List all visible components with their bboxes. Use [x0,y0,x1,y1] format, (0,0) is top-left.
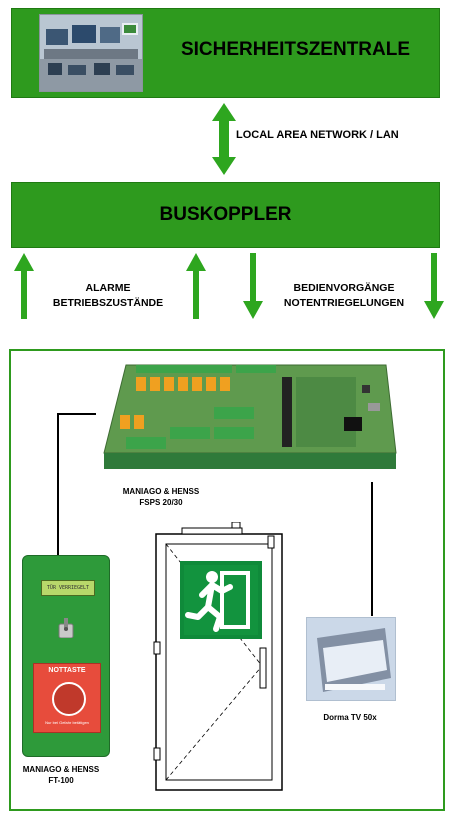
controller-label-line2: FSPS 20/30 [139,498,183,507]
terminal-display [41,580,95,596]
door-opener-label: Dorma TV 50x [323,713,377,722]
controller-label [106,486,216,508]
controller-board [96,357,402,481]
emergency-button[interactable] [52,682,86,716]
emergency-terminal [22,555,110,757]
lock-icon [57,614,75,638]
bus-coupler-title: BUSKOPPLER [159,204,292,225]
security-center-title: SICHERHEITSZENTRALE [180,39,411,60]
terminal-label-line2: FT-100 [48,776,74,785]
operations-label-line2: NOTENTRIEGELUNGEN [283,297,405,309]
exit-sign [180,561,262,639]
door-opener-photo [306,617,396,701]
alarms-label-line2: BETRIEBSZUSTÄNDE [52,297,164,309]
emergency-button-footer: Nur bei Gefahr betätigen [45,720,89,725]
terminal-display-text: TÜR VERRIEGELT [46,585,90,591]
terminal-label [6,764,116,786]
alarms-label-line1: ALARME [85,282,131,294]
operations-label-line1: BEDIENVORGÄNGE [293,282,395,294]
emergency-button-caption: NOTTASTE [48,667,86,674]
controller-label-line1: MANIAGO & HENSS [122,487,200,496]
terminal-label-line1: MANIAGO & HENSS [22,765,100,774]
lan-label: LOCAL AREA NETWORK / LAN [236,129,399,141]
emergency-button-panel [33,663,101,733]
